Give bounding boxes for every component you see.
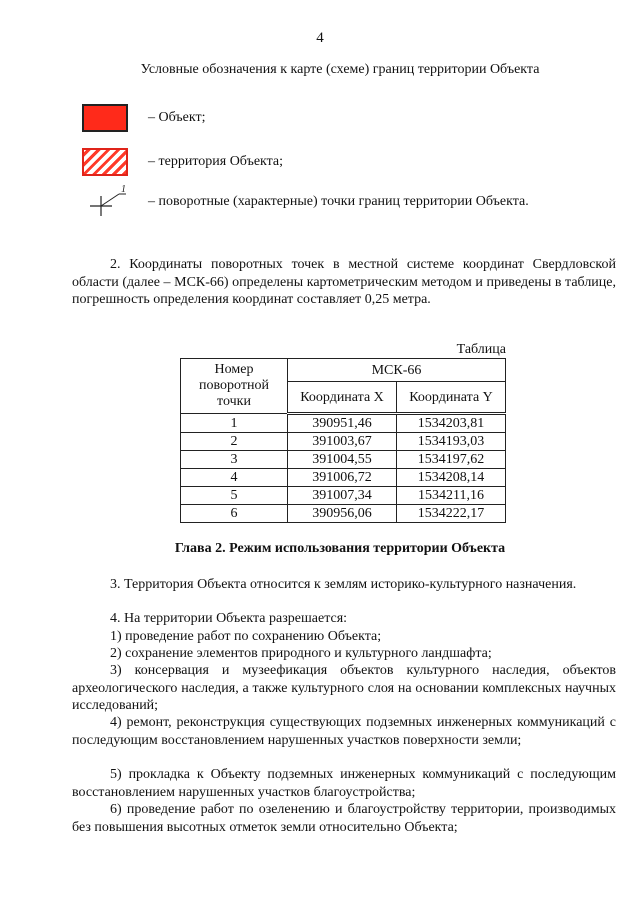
legend-item-territory <box>82 146 283 178</box>
column-header-y: Координата Y <box>397 382 506 414</box>
cell-coordinate-x: 391007,34 <box>288 487 397 505</box>
table-label: Таблица <box>456 342 506 357</box>
list-item: 2) сохранение элементов природного и культурного ландшафта; <box>110 646 492 661</box>
column-header-x: Координата X <box>288 382 397 414</box>
table-row <box>181 451 506 469</box>
cell-coordinate-x: 391006,72 <box>288 469 397 487</box>
turning-point-marker: 1 <box>121 184 126 195</box>
cell-point-number: 4 <box>181 469 288 487</box>
cell-coordinate-x: 391003,67 <box>288 433 397 451</box>
cell-coordinate-y: 1534203,81 <box>397 414 506 433</box>
legend-item-object <box>82 102 205 134</box>
legend-item-turning-point <box>82 186 529 218</box>
paragraph-3: 3. Территория Объекта относится к землям историко-культурного назначения. <box>110 577 577 592</box>
list-item: 5) прокладка к Объекту подземных инженерных коммуникаций с последующим восстановлением нарушенных участков благоустройства; <box>72 767 616 800</box>
paragraph-4: 4. На территории Объекта разрешается: <box>110 611 348 626</box>
cell-point-number: 3 <box>181 451 288 469</box>
table-row <box>181 414 506 433</box>
list-item: 3) консервация и музеефикация объектов культурного наследия, объектов археологического наследия, а также культурного слоя на основании комплексных научных исследований; <box>72 663 616 713</box>
territory-hatch-icon <box>82 148 128 176</box>
coordinates-table <box>180 358 506 523</box>
cell-point-number: 6 <box>181 505 288 523</box>
legend-label-turning-point: – поворотные (характерные) точки границ территории Объекта. <box>148 194 529 209</box>
table-row <box>181 505 506 523</box>
list-item: 1) проведение работ по сохранению Объекта; <box>110 629 382 644</box>
object-swatch-icon <box>82 104 128 132</box>
page-number: 4 <box>316 30 324 46</box>
cell-point-number: 5 <box>181 487 288 505</box>
table-row <box>181 487 506 505</box>
cell-coordinate-y: 1534197,62 <box>397 451 506 469</box>
chapter-title: Глава 2. Режим использования территории Объекта <box>174 541 506 556</box>
cell-coordinate-x: 391004,55 <box>288 451 397 469</box>
cell-coordinate-y: 1534222,17 <box>397 505 506 523</box>
legend-label-territory: – территория Объекта; <box>148 154 284 169</box>
column-header-system: МСК-66 <box>288 359 506 382</box>
list-item: 6) проведение работ по озеленению и благоустройству территории, производимых без повышения высотных отметок земли относительно Объекта; <box>72 802 616 835</box>
legend-label-object: – Объект; <box>148 110 206 125</box>
cell-point-number: 2 <box>181 433 288 451</box>
turning-point-icon <box>82 184 128 216</box>
cell-coordinate-y: 1534193,03 <box>397 433 506 451</box>
table-row <box>181 433 506 451</box>
table-row <box>181 469 506 487</box>
cell-coordinate-y: 1534211,16 <box>397 487 506 505</box>
list-item: 4) ремонт, реконструкция существующих подземных инженерных коммуникаций с последующим восстановлением нарушенных участков поверхности земли; <box>72 715 616 748</box>
paragraph-2: 2. Координаты поворотных точек в местной системе координат Свердловской области (далее – МСК-66) определены картометрическим методом и приведены в таблице, погрешность определения координат составляет 0,25 метра. <box>72 257 616 307</box>
cell-coordinate-x: 390951,46 <box>288 414 397 433</box>
cell-coordinate-x: 390956,06 <box>288 505 397 523</box>
cell-coordinate-y: 1534208,14 <box>397 469 506 487</box>
cell-point-number: 1 <box>181 414 288 433</box>
legend-title: Условные обозначения к карте (схеме) границ территории Объекта <box>140 62 540 77</box>
column-header-point: Номер поворотной точки <box>181 359 288 414</box>
